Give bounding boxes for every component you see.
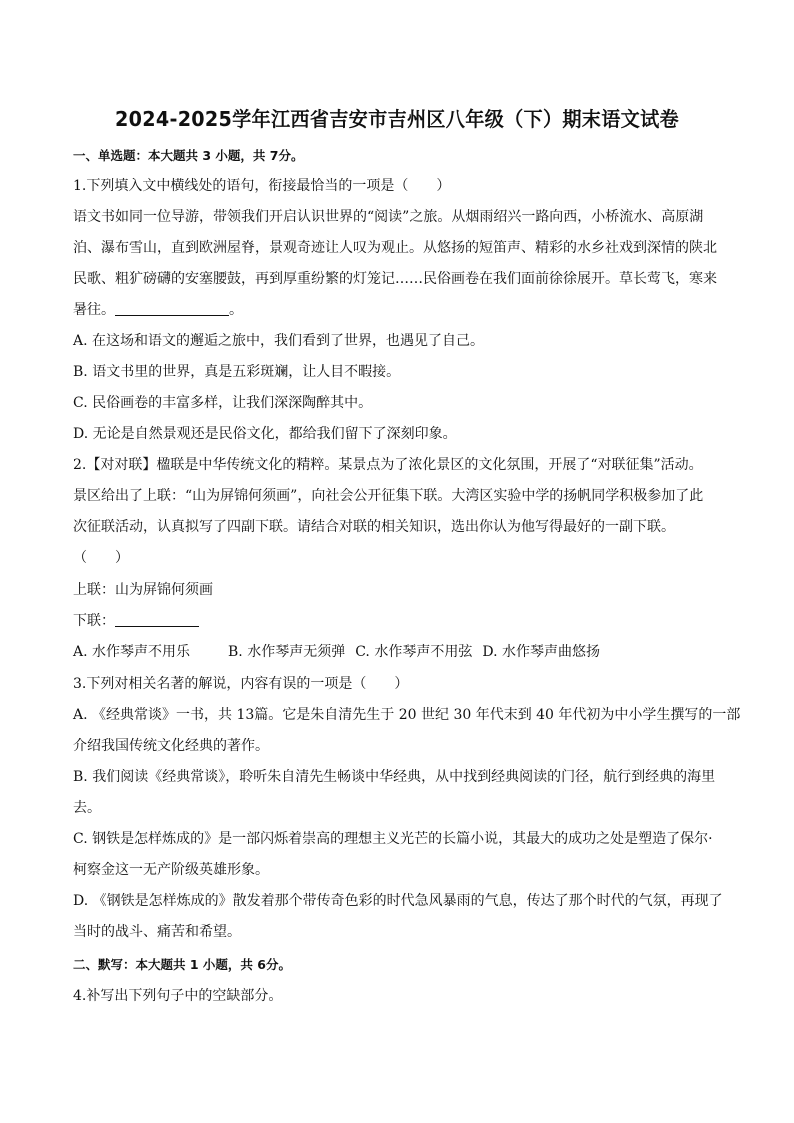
question-1-option-b: B. 语文书里的世界，真是五彩斑斓，让人目不暇接。 xyxy=(73,364,401,380)
question-3-option-b-line-2: 去。 xyxy=(73,800,101,816)
question-3-option-b-line-1: B. 我们阅读《经典常谈》，聆听朱自清先生畅谈中华经典，从中找到经典阅读的门径，航行到经典的海里 xyxy=(73,769,716,785)
question-1-passage-line-1: 语文书如同一位导游，带领我们开启认识世界的“阅读”之旅。从烟雨绍兴一路向西，小桥流水、高原湖 xyxy=(73,209,704,225)
question-1-passage-line-2: 泊、瀑布雪山，直到欧洲屋脊，景观奇迹让人叹为观止。从悠扬的短笛声、精彩的水乡社戏到深情的陕北 xyxy=(73,240,717,256)
question-2-stem-line-1: 2.【对对联】楹联是中华传统文化的精粹。某景点为了浓化景区的文化氛围，开展了“对联征集”活动。 xyxy=(73,457,703,473)
question-1-option-a: A. 在这场和语文的邂逅之旅中，我们看到了世界，也遇见了自己。 xyxy=(73,333,485,349)
question-1-passage-text: 暑往。 xyxy=(73,302,115,318)
question-3-option-c-line-1: C. 钢铁是怎样炼成的》是一部闪烁着崇高的理想主义光芒的长篇小说，其最大的成功之处是塑造了保尔· xyxy=(73,831,713,847)
question-2-stem-line-3: 次征联活动，认真拟写了四副下联。请结合对联的相关知识，选出你认为他写得最好的一副下联。 xyxy=(73,519,675,535)
question-2-options xyxy=(73,642,600,662)
question-1-passage-end: 。 xyxy=(229,302,243,318)
question-4-stem: 4.补写出下列句子中的空缺部分。 xyxy=(73,988,283,1004)
answer-blank xyxy=(115,612,199,627)
question-2-stem-line-2: 景区给出了上联：“山为屏锦何须画”，向社会公开征集下联。大湾区实验中学的扬帆同学积极参加了此 xyxy=(73,488,704,504)
question-3-option-d-line-1: D. 《钢铁是怎样炼成的》散发着那个带传奇色彩的时代急风暴雨的气息，传达了那个时代的气氛，再现了 xyxy=(73,893,723,909)
section-heading-single-choice: 一、单选题：本大题共 3 小题，共 7分。 xyxy=(73,148,304,163)
question-2-upper-couplet: 上联：山为屏锦何须画 xyxy=(73,582,213,598)
answer-blank xyxy=(115,301,229,316)
question-1-option-c: C. 民俗画卷的丰富多样，让我们深深陶醉其中。 xyxy=(73,395,373,411)
question-1-option-d: D. 无论是自然景观还是民俗文化，都给我们留下了深刻印象。 xyxy=(73,426,457,442)
section-heading-dictation: 二、默写：本大题共 1 小题，共 6分。 xyxy=(73,957,291,972)
question-2-option-b: B. 水作琴声无须弹 xyxy=(228,644,346,660)
question-2-answer-paren: （ ） xyxy=(73,550,129,566)
question-3-option-a-line-2: 介绍我国传统文化经典的著作。 xyxy=(73,738,269,754)
question-3-option-c-line-2: 柯察金这一无产阶级英雄形象。 xyxy=(73,862,269,878)
question-1-passage-line-3: 民歌、粗犷磅礴的安塞腰鼓，再到厚重纷繁的灯笼记……民俗画卷在我们面前徐徐展开。草长莺飞，寒来 xyxy=(73,271,717,287)
question-1-passage-line-4 xyxy=(73,300,243,320)
question-2-option-c: C. 水作琴声不用弦 xyxy=(355,644,473,660)
question-2-option-a: A. 水作琴声不用乐 xyxy=(73,644,191,660)
question-3-option-d-line-2: 当时的战斗、痛苦和希望。 xyxy=(73,924,241,940)
question-3-stem: 3.下列对相关名著的解说，内容有误的一项是（ ） xyxy=(73,676,409,692)
lower-couplet-label: 下联： xyxy=(73,613,115,629)
page-title: 2024-2025学年江西省吉安市吉州区八年级（下）期末语文试卷 xyxy=(115,107,679,131)
question-3-option-a-line-1: A. 《经典常谈》一书，共 13篇。它是朱自清先生于 20 世纪 30 年代末到 40 年代初为中小学生撰写的一部 xyxy=(73,707,741,723)
question-2-option-d: D. 水作琴声曲悠扬 xyxy=(482,644,600,660)
question-1-stem: 1.下列填入文中横线处的语句，衔接最恰当的一项是（ ） xyxy=(73,178,451,194)
question-2-lower-couplet xyxy=(73,611,199,631)
